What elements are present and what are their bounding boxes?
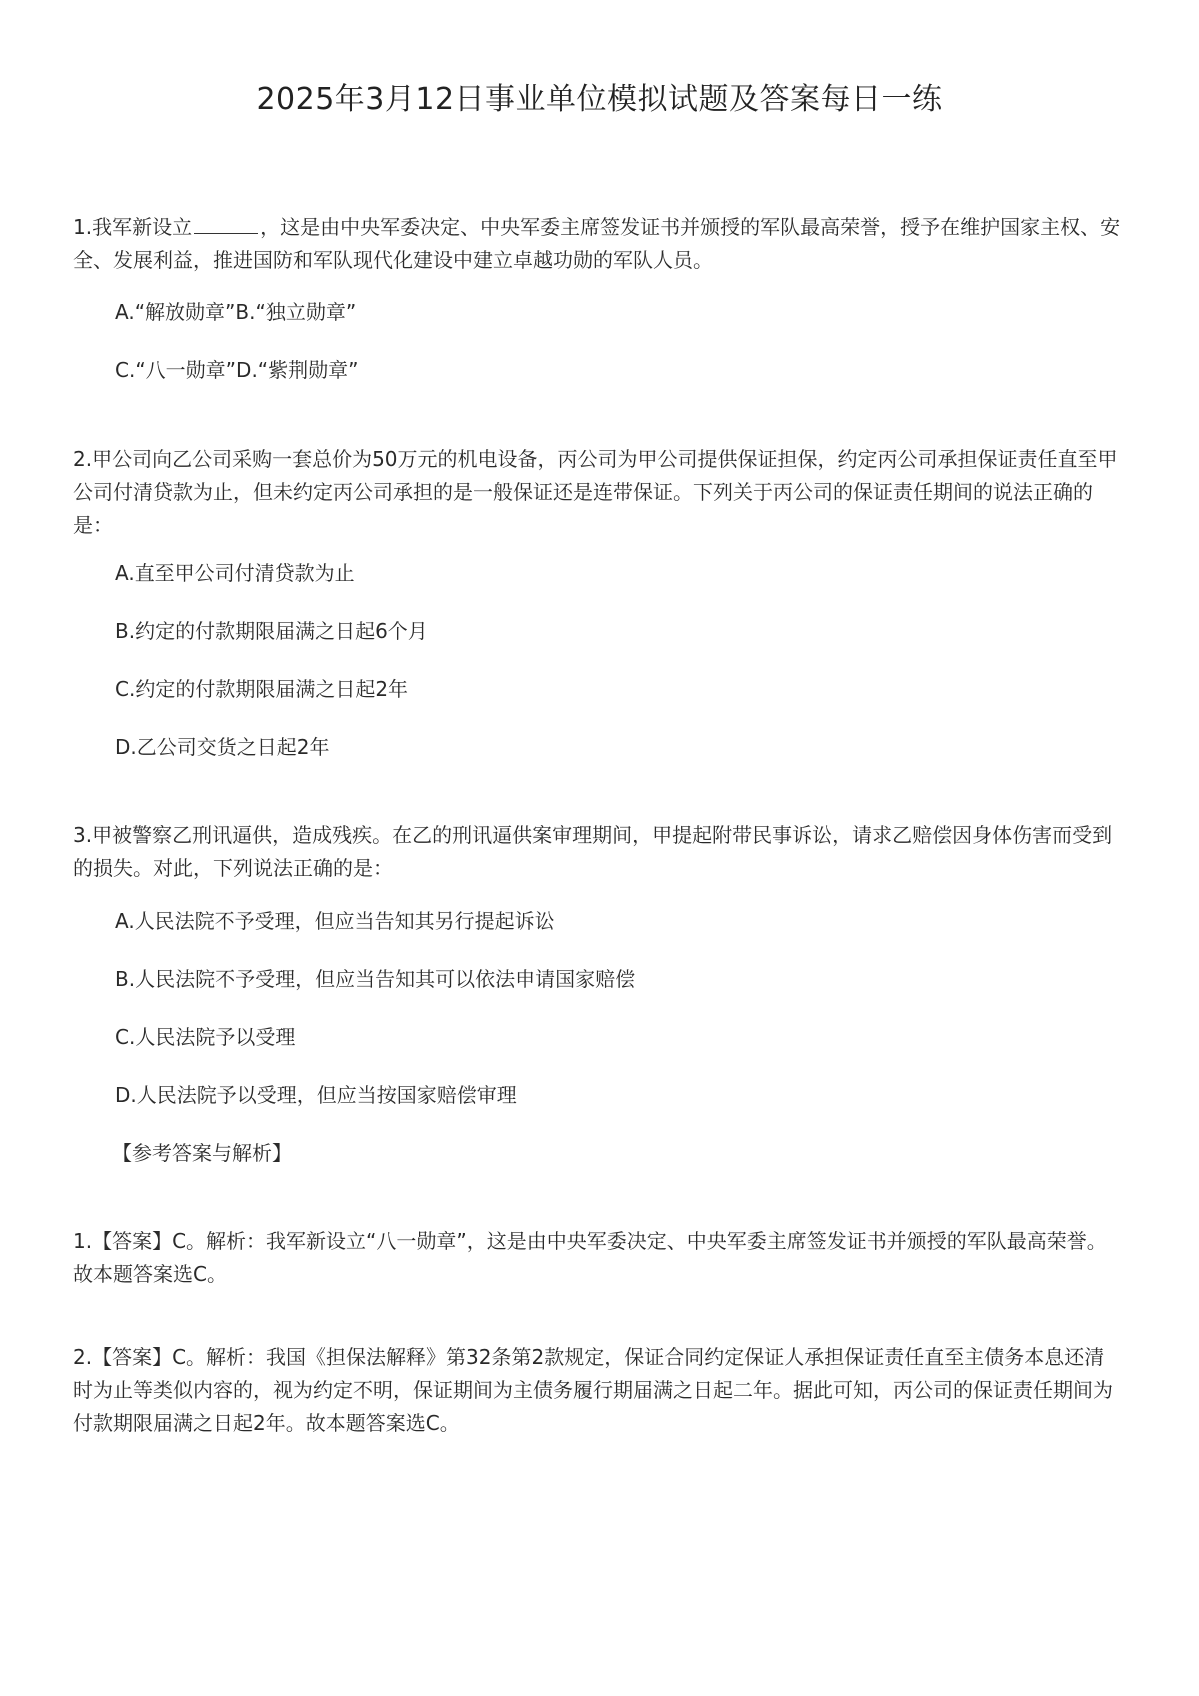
question-3-option-a: A.人民法院不予受理，但应当告知其另行提起诉讼 (115, 909, 555, 933)
answer-1: 1.【答案】C。解析：我军新设立“八一勋章”，这是由中央军委决定、中央军委主席签发证书并颁授的军队最高荣誉。故本题答案选C。 (73, 1229, 1107, 1286)
question-2-option-d: D.乙公司交货之日起2年 (115, 735, 330, 759)
answer-2: 2.【答案】C。解析：我国《担保法解释》第32条第2款规定，保证合同约定保证人承担保证责任直至主债务本息还清时为止等类似内容的，视为约定不明，保证期间为主债务履行期届满之日起二年。据此可知，丙公司的保证责任期间为付款期限届满之日起2年。故本题答案选C。 (73, 1345, 1113, 1435)
document-title: 2025年3月12日事业单位模拟试题及答案每日一练 (256, 82, 943, 117)
answer-section-heading: 【参考答案与解析】 (112, 1141, 292, 1165)
question-1-stem-end: ，这是由中央军委决定、中央军委主席签发证书并颁授的军队最高荣誉，授予在维护国家主权、安全、发展利益，推进国防和军队现代化建设中建立卓越功勋的军队人员。 (73, 215, 1121, 272)
question-2-option-c: C.约定的付款期限届满之日起2年 (115, 677, 409, 701)
question-3-stem: 3.甲被警察乙刑讯逼供，造成残疾。在乙的刑讯逼供案审理期间，甲提起附带民事诉讼，请求乙赔偿因身体伤害而受到的损失。对此，下列说法正确的是： (73, 823, 1113, 880)
question-2-option-a: A.直至甲公司付清贷款为止 (115, 561, 355, 585)
question-1-stem-start: 1.我军新设立 (73, 215, 193, 239)
question-1-stem (73, 211, 1123, 277)
question-2-stem: 2.甲公司向乙公司采购一套总价为50万元的机电设备，丙公司为甲公司提供保证担保，约定丙公司承担保证责任直至甲公司付清贷款为止，但未约定丙公司承担的是一般保证还是连带保证。下列关于丙公司的保证责任期间的说法正确的是： (73, 447, 1118, 537)
question-1-option-ab: A.“解放勋章”B.“独立勋章” (115, 300, 357, 324)
question-3-option-d: D.人民法院予以受理，但应当按国家赔偿审理 (115, 1083, 517, 1107)
question-1-option-cd: C.“八一勋章”D.“紫荆勋章” (115, 358, 359, 382)
question-3-option-b: B.人民法院不予受理，但应当告知其可以依法申请国家赔偿 (115, 967, 636, 991)
question-2-option-b: B.约定的付款期限届满之日起6个月 (115, 619, 428, 643)
question-3-option-c: C.人民法院予以受理 (115, 1025, 296, 1049)
answer-blank (194, 213, 258, 234)
